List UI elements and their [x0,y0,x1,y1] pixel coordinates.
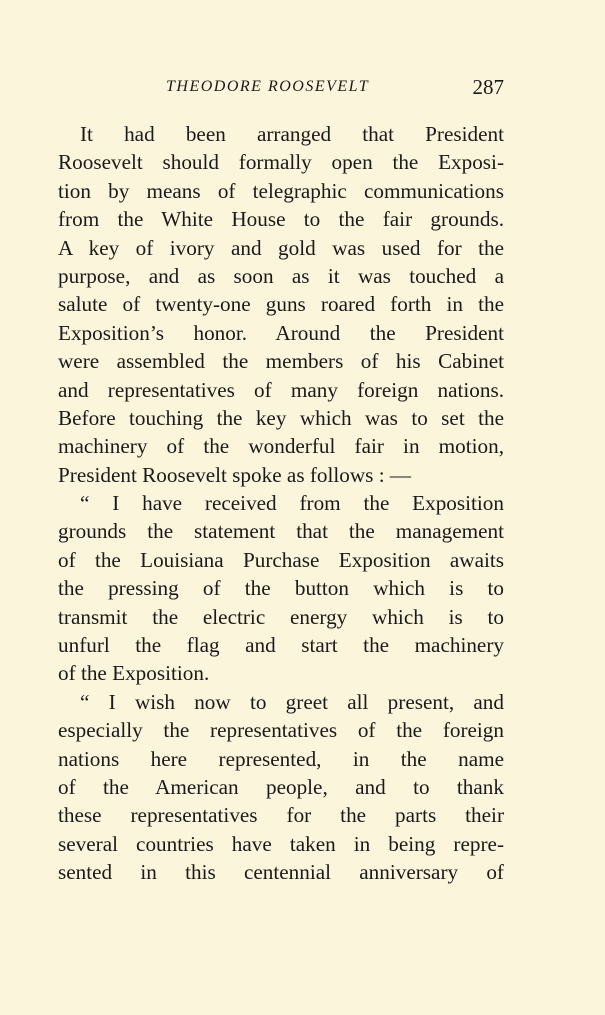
text-line: nations here represented, in the name [58,746,504,771]
text-line: several countries have taken in being repre- [58,831,504,856]
text-line: grounds the statement that the management [58,519,504,544]
text-line: Before touching the key which was to set the [58,405,504,430]
text-line: tion by means of telegraphic communications [58,178,504,203]
text-line: the pressing of the button which is to [58,576,504,601]
text-line: purpose, and as soon as it was touched a [58,263,504,288]
text-line: of the Louisiana Purchase Exposition awaits [58,547,504,572]
text-line: It had been arranged that President [80,122,504,146]
text-line: from the White House to the fair grounds. [58,207,504,232]
text-line: A key of ivory and gold was used for the [58,235,504,260]
text-line: were assembled the members of his Cabinet [58,349,504,374]
text-line: sented in this centennial anniversary of [58,860,504,885]
text-line: of the American people, and to thank [58,774,504,799]
text-line: “ I wish now to greet all present, and [80,689,504,714]
text-line: these representatives for the parts their [58,803,504,828]
text-line: “ I have received from the Exposition [80,491,504,516]
page-number: 287 [472,75,504,99]
text-line: Roosevelt should formally open the Exposi- [58,150,504,175]
body-text [58,120,504,887]
text-line: transmit the electric energy which is to [58,604,504,629]
running-head [58,76,504,100]
text-line: of the Exposition. [58,661,210,686]
text-line: Exposition’s honor. Around the President [58,320,504,345]
text-line: President Roosevelt spoke as follows : — [58,462,412,487]
text-line: unfurl the flag and start the machinery [58,633,504,658]
text-line: especially the representatives of the foreign [58,718,504,743]
text-line: and representatives of many foreign nations. [58,377,504,402]
text-line: machinery of the wonderful fair in motion, [58,434,504,459]
text-line: salute of twenty-one guns roared forth in the [58,292,504,317]
running-head-title: THEODORE ROOSEVELT [166,78,370,95]
